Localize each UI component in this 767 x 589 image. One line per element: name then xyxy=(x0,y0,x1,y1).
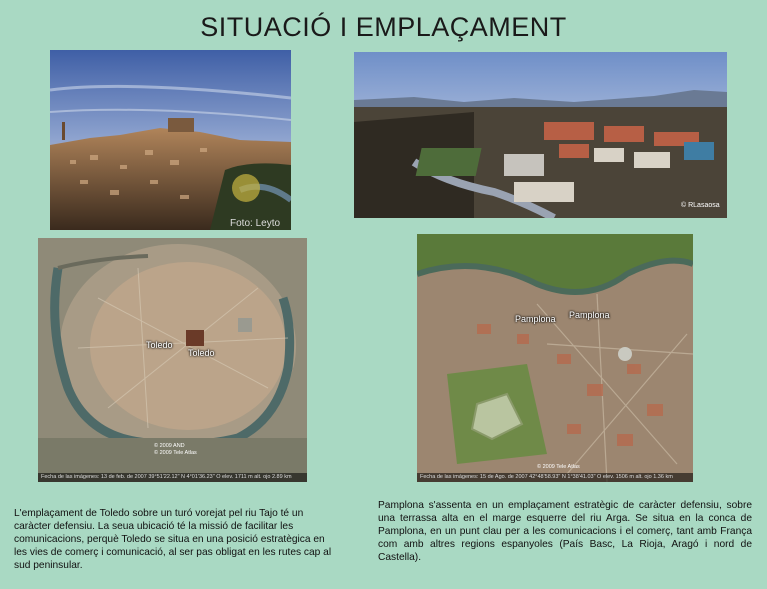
map-label: Pamplona xyxy=(569,310,610,320)
toledo-caption: L'emplaçament de Toledo sobre un turó vorejat pel riu Tajo té un caràcter defensiu. La seua ubicació té la missió de facilitar les comunicacions, perquè Toledo se situa en una posició estratègica en les vies de comerç i comunicació, al ser pas obligat en les rutes cap al sud peninsular. xyxy=(14,508,332,571)
toledo-photo xyxy=(50,50,291,230)
toledo-map xyxy=(38,238,307,482)
photo-credit: © RLasaosa xyxy=(681,202,720,209)
map-label: Toledo xyxy=(188,348,215,358)
map-copyright: © 2009 Tele Atlas xyxy=(154,450,197,456)
photo-credit: Foto: Leyto xyxy=(230,218,281,229)
pamplona-caption: Pamplona s'assenta en un emplaçament estratègic de caràcter defensiu, sobre una terrassa alta en el marge esquerre del riu Arga. Se situa en la conca de Pamplona, en un punt clau per a les comunicacions i el comerç, tant amb França com amb altres regions espanyoles (País Basc, La Rioja, Aragó i nord de Castella). xyxy=(378,500,752,563)
map-label: Toledo xyxy=(146,340,173,350)
pamplona-map xyxy=(417,234,693,482)
pamplona-photo xyxy=(354,52,727,218)
map-label: Pamplona xyxy=(515,314,556,324)
map-status-strip: Fecha de las imágenes: 15 de Ago. de 2007 42°48'58.93" N 1°38'41.03" O elev. 1506 m alt. ojo 1.36 km xyxy=(417,473,693,482)
map-copyright: © 2009 Tele Atlas xyxy=(537,464,580,470)
map-status-strip: Fecha de las imágenes: 13 de feb. de 2007 39°51'22.12" N 4°01'36.23" O elev. 1711 m alt. ojo 2.89 km xyxy=(38,473,307,482)
page-title: SITUACIÓ I EMPLAÇAMENT xyxy=(200,12,567,42)
map-copyright: © 2009 AND xyxy=(154,443,185,449)
